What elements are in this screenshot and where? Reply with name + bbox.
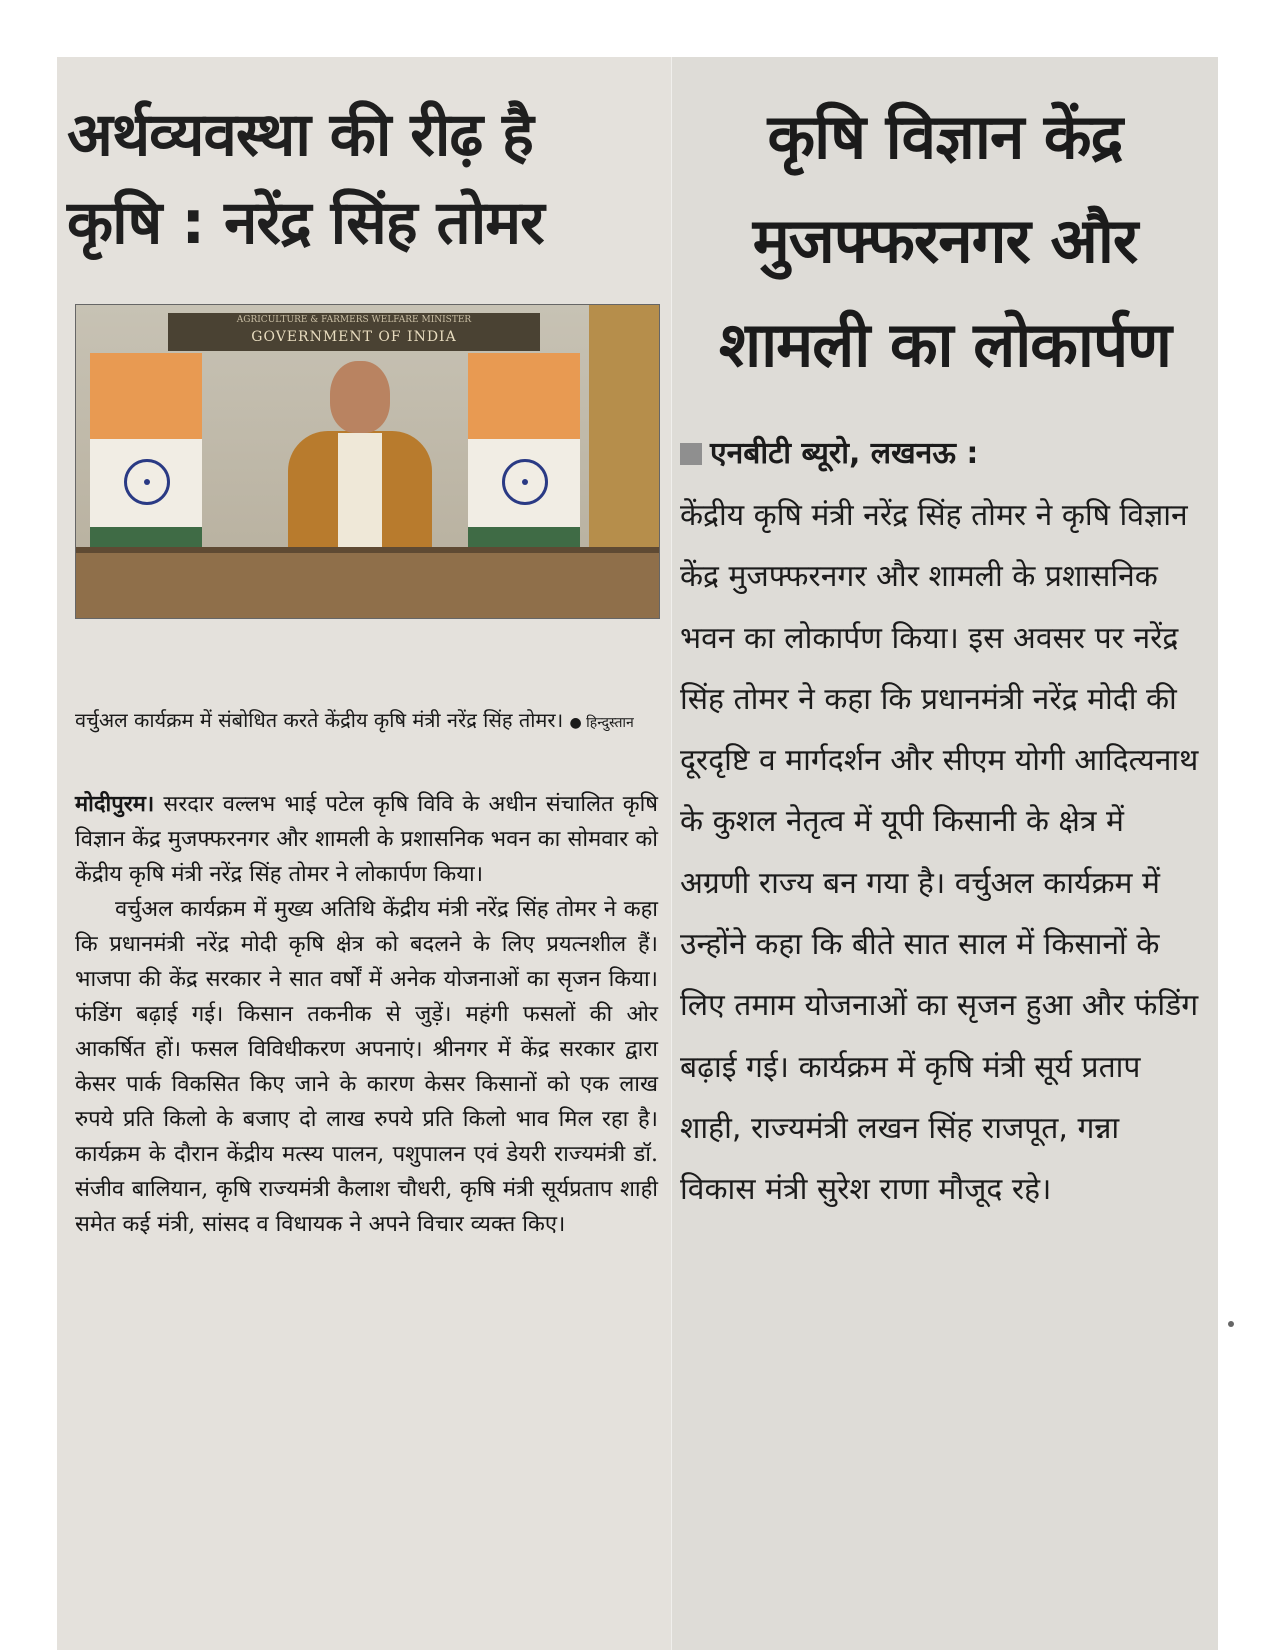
right-article-body: केंद्रीय कृषि मंत्री नरेंद्र सिंह तोमर ने कृषि विज्ञान केंद्र मुजफ्फरनगर और शामली के प्रशासनिक भवन का लोकार्पण किया। इस अवसर पर नरेंद्र सिंह तोमर ने कहा कि प्रधानमंत्री नरेंद्र मोदी की दूरदृष्टि व मार्गदर्शन और सीएम योगी आदित्यनाथ के कुशल नेतृत्व में यूपी किसानी के क्षेत्र में अग्रणी राज्य बन गया है। वर्चुअल कार्यक्रम में उन्होंने कहा कि बीते सात साल में किसानों के लिए तमाम योजनाओं का सृजन हुआ और फंडिंग बढ़ाई गई। कार्यक्रम में कृषि मंत्री सूर्य प्रताप शाही, राज्यमंत्री लखन सिंह राजपूत, गन्ना विकास मंत्री सुरेश राणा मौजूद रहे। bbox=[680, 498, 1199, 1208]
caption-text: वर्चुअल कार्यक्रम में संबोधित करते केंद्रीय कृषि मंत्री नरेंद्र सिंह तोमर। bbox=[75, 708, 564, 732]
desk bbox=[76, 553, 659, 618]
left-headline-line2: कृषि : नरेंद्र सिंह तोमर bbox=[67, 188, 544, 258]
left-paragraph-2: वर्चुअल कार्यक्रम में मुख्य अतिथि केंद्रीय मंत्री नरेंद्र सिंह तोमर ने कहा कि प्रधानमंत्री नरेंद्र मोदी कृषि क्षेत्र को बदलने के लिए प्रयत्नशील हैं। भाजपा की केंद्र सरकार ने सात वर्षों में अनेक योजनाओं का सृजन किया। फंडिंग बढ़ाई गई। किसान तकनीक से जुड़ें। महंगी फसलों की ओर आकर्षित हों। फसल विविधीकरण अपनाएं। श्रीनगर में केंद्र सरकार द्वारा केसर पार्क विकसित किए जाने के कारण केसर किसानों को एक लाख रुपये प्रति किलो के बजाए दो लाख रुपये प्रति किलो भाव मिल रहा है। कार्यक्रम के दौरान केंद्रीय मत्स्य पालन, पशुपालन एवं डेयरी राज्यमंत्री डॉ. संजीव बालियान, कृषि राज्यमंत्री कैलाश चौधरी, कृषि मंत्री सूर्यप्रताप शाही समेत कई मंत्री, सांसद व विधायक ने अपने विचार व्यक्त किए। bbox=[75, 897, 658, 1237]
banner-line1: AGRICULTURE & FARMERS WELFARE MINISTER bbox=[236, 315, 472, 325]
ashoka-chakra-icon bbox=[502, 459, 548, 505]
left-paragraph-1: सरदार वल्लभ भाई पटेल कृषि विवि के अधीन संचालित कृषि विज्ञान केंद्र मुजफ्फरनगर और शामली के प्रशासनिक भवन का सोमवार को केंद्रीय कृषि मंत्री नरेंद्र सिंह तोमर ने लोकार्पण किया। bbox=[75, 792, 658, 887]
left-headline bbox=[67, 91, 672, 267]
left-headline-line1: अर्थव्यवस्था की रीढ़ है bbox=[67, 100, 533, 170]
caption-source: ● हिन्दुस्तान bbox=[569, 715, 634, 731]
right-headline bbox=[672, 85, 1218, 397]
ministry-banner bbox=[168, 313, 540, 351]
minister-figure bbox=[280, 361, 440, 556]
left-article-body bbox=[75, 787, 658, 1242]
minister-photo bbox=[75, 304, 660, 619]
byline bbox=[680, 432, 978, 476]
photo-caption bbox=[75, 705, 655, 739]
right-headline-line1: कृषि विज्ञान केंद्र bbox=[767, 100, 1123, 173]
banner-line2: GOVERNMENT OF INDIA bbox=[251, 329, 457, 345]
right-news-clipping bbox=[672, 57, 1218, 1650]
ink-dot bbox=[1228, 1321, 1234, 1327]
byline-text: एनबीटी ब्यूरो, लखनऊ : bbox=[710, 436, 979, 471]
right-headline-line3: शामली का लोकार्पण bbox=[718, 308, 1172, 381]
bullet-square-icon bbox=[680, 443, 702, 465]
right-headline-line2: मुजफ्फरनगर और bbox=[752, 204, 1138, 277]
dateline: मोदीपुरम। bbox=[75, 791, 155, 817]
ashoka-chakra-icon bbox=[124, 459, 170, 505]
left-news-clipping bbox=[57, 57, 672, 1650]
